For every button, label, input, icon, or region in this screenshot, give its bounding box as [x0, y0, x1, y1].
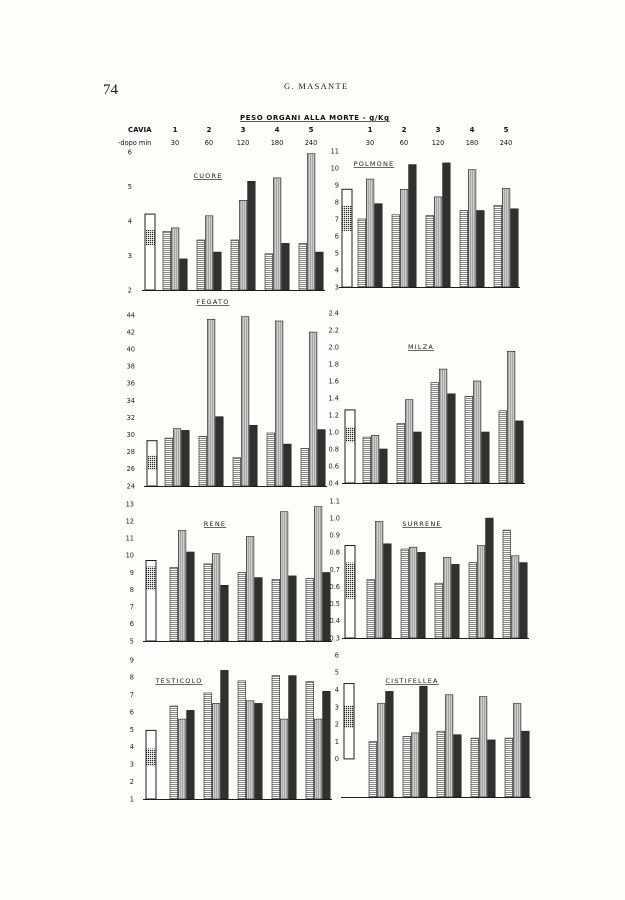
- panel-rene: [126, 500, 332, 645]
- bar-series2-group4: [473, 381, 481, 483]
- bar-series1-group1: [163, 231, 171, 290]
- y-tick-label: 4: [129, 743, 134, 752]
- panel-milza: [329, 309, 526, 487]
- cavia-number-left: 5: [308, 126, 314, 134]
- bar-series3-group2: [221, 585, 229, 641]
- bar-series2-group2: [212, 703, 220, 799]
- minutes-value-left: 30: [170, 139, 180, 147]
- bar-series3-group4: [486, 518, 494, 638]
- bar-series2-group3: [241, 317, 249, 486]
- bar-series2-group2: [205, 216, 213, 290]
- bar-series3-group3: [454, 735, 462, 797]
- bar-series1-group2: [197, 240, 205, 290]
- control-range-bar: [145, 214, 155, 290]
- chart-panels: [126, 147, 531, 803]
- bar-series1-group3: [437, 731, 445, 797]
- bar-series1-group2: [204, 564, 212, 641]
- y-tick-label: 0.4: [328, 479, 339, 488]
- bar-series3-group1: [187, 552, 195, 641]
- y-tick-label: 3: [334, 703, 339, 712]
- bar-series2-group2: [405, 400, 413, 483]
- bar-series3-group2: [418, 552, 426, 638]
- y-tick-label: 13: [125, 500, 134, 509]
- figure-title: PESO ORGANI ALLA MORTE - g/Kg: [240, 114, 390, 122]
- bar-series1-group4: [465, 396, 473, 483]
- panel-title: CISTIFELLEA: [385, 677, 439, 685]
- bar-series3-group2: [414, 432, 422, 483]
- bar-series2-group3: [439, 369, 447, 483]
- cavia-number-left: 1: [172, 126, 178, 134]
- panel-cuore: [128, 148, 325, 294]
- y-tick-label: 34: [126, 396, 135, 405]
- y-tick-label: 6: [127, 148, 132, 157]
- bar-series3-group4: [282, 243, 290, 290]
- cavia-number-left: 2: [206, 126, 212, 134]
- y-tick-label: 5: [129, 725, 134, 734]
- bar-series3-group2: [409, 165, 417, 287]
- y-tick-label: 8: [129, 673, 134, 682]
- y-tick-label: 5: [334, 668, 339, 677]
- y-tick-label: 2.0: [328, 343, 339, 352]
- bar-series2-group2: [207, 319, 215, 486]
- y-tick-label: 6: [334, 651, 339, 660]
- bar-series3-group4: [284, 444, 292, 486]
- bar-series1-group3: [426, 216, 434, 287]
- bar-series3-group5: [316, 252, 324, 290]
- bar-series2-group5: [513, 704, 521, 798]
- running-head: G. MASANTE: [284, 81, 349, 91]
- bar-series1-group4: [272, 676, 280, 799]
- bar-series1-group2: [199, 436, 207, 486]
- y-tick-label: 2.2: [328, 326, 339, 335]
- bar-series2-group4: [468, 170, 476, 287]
- y-tick-label: 2: [127, 286, 132, 295]
- bar-series2-group1: [375, 522, 383, 639]
- y-tick-label: 10: [330, 164, 339, 173]
- control-band: [346, 563, 355, 599]
- panel-fegato: [127, 298, 327, 490]
- bar-series2-group5: [507, 351, 515, 483]
- bar-series1-group4: [272, 579, 280, 641]
- cavia-number-right: 1: [367, 126, 373, 134]
- bar-series2-group2: [409, 547, 417, 638]
- page-number: 74: [103, 82, 118, 98]
- bar-series2-group1: [171, 228, 179, 290]
- y-tick-label: 1: [129, 795, 134, 804]
- bar-series3-group2: [216, 417, 224, 486]
- y-tick-label: 0.7: [329, 565, 340, 574]
- control-band: [346, 427, 355, 442]
- cavia-number-right: 2: [401, 126, 407, 134]
- bar-series2-group1: [173, 429, 181, 486]
- bar-series3-group3: [248, 181, 256, 290]
- y-tick-label: 12: [125, 517, 134, 526]
- cavia-number-left: 3: [240, 126, 246, 134]
- bar-series1-group3: [233, 458, 241, 486]
- cavia-number-right: 4: [469, 126, 475, 134]
- bar-series3-group4: [289, 576, 297, 641]
- y-tick-label: 1.4: [328, 394, 339, 403]
- bar-series2-group4: [280, 512, 288, 641]
- y-tick-label: 10: [125, 551, 134, 560]
- bar-series3-group4: [482, 432, 490, 483]
- y-tick-label: 7: [334, 215, 339, 224]
- bar-series3-group3: [443, 163, 451, 287]
- y-tick-label: 9: [129, 568, 134, 577]
- y-tick-label: 1: [334, 737, 339, 746]
- bar-series3-group2: [420, 686, 428, 797]
- bar-series2-group1: [178, 531, 186, 642]
- bar-series1-group1: [363, 437, 371, 483]
- bar-series3-group3: [448, 394, 456, 483]
- y-tick-label: 0.3: [329, 634, 340, 643]
- control-band: [345, 705, 354, 728]
- y-tick-label: 5: [127, 182, 132, 191]
- bar-series3-group1: [182, 430, 190, 486]
- bar-series3-group1: [375, 204, 383, 287]
- y-tick-label: 4: [334, 266, 339, 275]
- panel-title: FEGATO: [196, 298, 230, 306]
- bar-series1-group5: [306, 579, 314, 642]
- control-band: [147, 567, 156, 590]
- y-tick-label: 0.6: [329, 582, 340, 591]
- bar-series2-group1: [178, 719, 186, 799]
- y-tick-label: 1.8: [328, 360, 339, 369]
- column-headers: [171, 126, 512, 147]
- y-tick-label: 4: [127, 217, 132, 226]
- y-tick-label: 6: [334, 232, 339, 241]
- bar-series1-group4: [469, 563, 477, 638]
- bar-series2-group1: [377, 704, 385, 798]
- bar-series1-group2: [401, 549, 409, 638]
- bar-series2-group3: [443, 558, 451, 639]
- y-tick-label: 6: [129, 708, 134, 717]
- y-tick-label: 2: [334, 720, 339, 729]
- y-tick-label: 1.2: [328, 411, 339, 420]
- y-tick-label: 1.1: [329, 497, 340, 506]
- y-tick-label: 8: [129, 585, 134, 594]
- y-tick-label: 0.9: [329, 531, 340, 540]
- bar-series1-group3: [431, 383, 439, 483]
- y-tick-label: 1.6: [328, 377, 339, 386]
- bar-series3-group3: [255, 578, 263, 641]
- y-tick-label: 26: [126, 465, 135, 474]
- bar-series2-group5: [314, 719, 322, 799]
- bar-series1-group1: [170, 567, 178, 641]
- bar-series2-group3: [445, 695, 453, 797]
- panel-polmone: [331, 147, 520, 291]
- bar-series3-group2: [214, 252, 222, 290]
- bar-series3-group1: [180, 259, 188, 290]
- bar-series2-group5: [314, 507, 322, 641]
- bar-series1-group4: [460, 211, 468, 288]
- bar-series1-group5: [494, 205, 502, 287]
- control-band: [147, 749, 156, 766]
- bar-series1-group3: [238, 573, 246, 642]
- y-tick-label: 0: [334, 755, 339, 764]
- y-tick-label: 44: [126, 311, 135, 320]
- y-tick-label: 32: [126, 413, 135, 422]
- bar-series3-group5: [323, 691, 331, 799]
- y-tick-label: 2: [129, 777, 134, 786]
- bar-series2-group1: [371, 435, 379, 483]
- y-tick-label: 30: [126, 431, 135, 439]
- y-tick-label: 3: [129, 760, 134, 769]
- y-tick-label: 38: [126, 362, 135, 371]
- y-tick-label: 11: [330, 147, 339, 156]
- y-tick-label: 5: [334, 249, 339, 258]
- panel-title: MILZA: [407, 343, 435, 351]
- cavia-number-right: 5: [503, 126, 509, 134]
- y-tick-label: 7: [129, 691, 134, 699]
- y-tick-label: 3: [127, 251, 132, 260]
- bar-series3-group5: [516, 421, 524, 483]
- panel-title: RENE: [203, 520, 227, 528]
- y-tick-label: 0.8: [329, 548, 340, 557]
- minutes-value-left: 60: [204, 139, 214, 147]
- bar-series3-group5: [511, 209, 519, 287]
- bar-series1-group2: [204, 693, 212, 799]
- y-tick-label: 2.4: [328, 309, 339, 318]
- cavia-label: CAVIA: [128, 126, 152, 134]
- bar-series3-group4: [289, 676, 297, 799]
- minutes-value-left: 180: [270, 139, 284, 147]
- bar-series3-group1: [380, 449, 388, 483]
- y-tick-label: 8: [334, 198, 339, 207]
- bar-series2-group3: [434, 197, 442, 287]
- y-tick-label: 5: [129, 637, 134, 646]
- y-tick-label: 24: [126, 482, 135, 491]
- y-tick-label: 0.6: [328, 462, 339, 471]
- bar-series2-group3: [246, 701, 254, 799]
- bar-series1-group4: [267, 433, 275, 486]
- bar-series2-group1: [366, 179, 374, 287]
- control-range-bar: [345, 410, 355, 483]
- y-tick-label: 9: [129, 656, 134, 665]
- panel-cistifellea: [335, 651, 531, 797]
- y-tick-label: 6: [129, 620, 134, 629]
- minutes-value-right: 180: [465, 139, 479, 147]
- y-tick-label: 11: [125, 534, 134, 543]
- bar-series1-group1: [367, 580, 375, 638]
- y-tick-label: 1.0: [329, 514, 340, 523]
- minutes-value-right: 60: [399, 139, 409, 147]
- y-tick-label: 28: [126, 448, 135, 457]
- y-tick-label: 7: [129, 603, 134, 611]
- bar-series1-group1: [170, 706, 178, 799]
- bar-series1-group5: [505, 738, 513, 797]
- bar-series3-group4: [488, 740, 496, 797]
- bar-series3-group3: [452, 564, 460, 638]
- bar-series2-group2: [411, 733, 419, 797]
- bar-series1-group1: [165, 438, 173, 486]
- y-tick-label: 0.8: [328, 445, 339, 454]
- control-band: [343, 205, 352, 231]
- control-band: [146, 230, 155, 246]
- y-tick-label: 3: [334, 283, 339, 292]
- bar-series1-group3: [238, 681, 246, 799]
- cavia-number-left: 4: [274, 126, 280, 134]
- bar-series1-group4: [471, 738, 479, 797]
- minutes-value-right: 240: [499, 139, 513, 147]
- y-tick-label: 1.0: [328, 428, 339, 437]
- bar-series1-group2: [397, 424, 405, 484]
- bar-series2-group4: [275, 321, 283, 486]
- minutes-value-left: 240: [304, 139, 318, 147]
- bar-series1-group5: [299, 243, 307, 290]
- bar-series3-group5: [520, 563, 528, 638]
- y-tick-label: 9: [334, 181, 339, 190]
- bar-series1-group3: [435, 583, 443, 638]
- bar-series1-group2: [392, 215, 400, 287]
- bar-series1-group5: [499, 411, 507, 483]
- bar-series2-group4: [280, 719, 288, 799]
- bar-series3-group3: [255, 703, 263, 799]
- bar-series3-group1: [386, 691, 394, 797]
- bar-series3-group2: [221, 670, 229, 799]
- bar-series3-group5: [522, 731, 530, 797]
- bar-series1-group3: [231, 240, 239, 290]
- y-tick-label: 40: [126, 345, 135, 354]
- panel-title: TESTICOLO: [155, 677, 203, 685]
- panel-testicolo: [130, 656, 332, 803]
- y-tick-label: 0.5: [329, 600, 340, 608]
- bar-series3-group1: [384, 544, 392, 638]
- minutes-label: -dopo min: [118, 139, 152, 147]
- bar-series2-group5: [309, 332, 317, 486]
- bar-series1-group4: [265, 254, 273, 290]
- bar-series2-group3: [246, 537, 254, 642]
- bar-series3-group4: [477, 211, 485, 288]
- bar-series2-group2: [400, 189, 408, 287]
- y-tick-label: 0.4: [329, 617, 340, 626]
- bar-series3-group5: [318, 430, 326, 486]
- bar-series2-group3: [239, 200, 247, 290]
- bar-series1-group2: [403, 736, 411, 797]
- bar-series3-group3: [250, 425, 258, 486]
- y-tick-label: 42: [126, 328, 135, 337]
- bar-series2-group5: [511, 556, 519, 638]
- panel-title: CUORE: [193, 172, 223, 180]
- bar-series1-group5: [503, 530, 511, 638]
- bar-series2-group2: [212, 554, 220, 641]
- panel-surrene: [330, 497, 530, 642]
- bar-series2-group5: [307, 154, 315, 290]
- bar-series1-group1: [358, 219, 366, 287]
- bar-series3-group1: [187, 710, 195, 799]
- y-tick-label: 4: [334, 685, 339, 694]
- minutes-value-right: 30: [365, 139, 375, 147]
- y-tick-label: 36: [126, 379, 135, 388]
- minutes-value-right: 120: [431, 139, 445, 147]
- bar-series1-group1: [369, 742, 377, 797]
- control-range-bar: [342, 189, 352, 287]
- minutes-value-left: 120: [236, 139, 250, 147]
- bar-series2-group4: [479, 697, 487, 797]
- panel-title: SURRENE: [402, 520, 442, 528]
- bar-series2-group5: [502, 188, 510, 287]
- bar-series2-group4: [273, 178, 281, 290]
- bar-series2-group4: [477, 546, 485, 639]
- panel-title: POLMONE: [353, 160, 395, 168]
- bar-series1-group5: [306, 682, 314, 799]
- control-band: [148, 455, 157, 470]
- cavia-number-right: 3: [435, 126, 441, 134]
- bar-series1-group5: [301, 448, 309, 486]
